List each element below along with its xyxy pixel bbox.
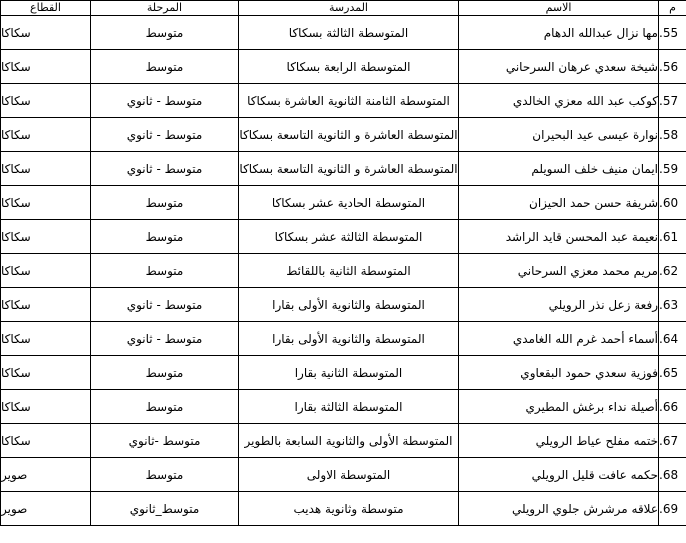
- sector-cell-text: صوير: [1, 467, 28, 482]
- school-cell-text: المتوسطة الثانية بقارا: [294, 365, 403, 380]
- stage-cell-text: متوسط: [145, 229, 184, 244]
- name-cell: [459, 220, 659, 254]
- name-cell: [459, 288, 659, 322]
- stage-cell-text: متوسط: [145, 59, 184, 74]
- table-row: [1, 84, 686, 118]
- name-cell-text: مها نزال عبدالله الدهام: [543, 25, 658, 40]
- table-row: [1, 424, 686, 458]
- school-cell: [239, 390, 459, 424]
- number-cell: [659, 118, 686, 152]
- stage-cell: [91, 424, 239, 458]
- name-cell-text: فوزية سعدي حمود البقعاوي: [520, 365, 658, 380]
- table-row: [1, 254, 686, 288]
- header-name: الاسم: [459, 1, 659, 16]
- school-cell: [239, 186, 459, 220]
- table-row: [1, 50, 686, 84]
- number-cell: [659, 356, 686, 390]
- number-cell-text: .62: [659, 263, 679, 278]
- name-cell: [459, 492, 659, 526]
- sector-cell: [1, 84, 91, 118]
- school-cell-text: المتوسطة والثانوية الأولى بقارا: [272, 297, 425, 312]
- stage-cell-text: متوسط - ثانوي: [126, 331, 203, 346]
- table-row: [1, 220, 686, 254]
- table-row: [1, 492, 686, 526]
- stage-cell-text: متوسط: [145, 365, 184, 380]
- sector-cell-text: سكاكا: [1, 297, 31, 312]
- number-cell: [659, 458, 686, 492]
- name-cell: [459, 356, 659, 390]
- name-cell: [459, 152, 659, 186]
- sector-cell-text: سكاكا: [1, 59, 31, 74]
- stage-cell: [91, 152, 239, 186]
- sector-cell: [1, 424, 91, 458]
- table-row: [1, 458, 686, 492]
- name-cell-text: شيخة سعدي عرهان السرحاني: [505, 59, 658, 74]
- number-cell: [659, 322, 686, 356]
- number-cell-text: .58: [659, 127, 679, 142]
- table-header: [1, 1, 686, 16]
- number-cell-text: .65: [659, 365, 679, 380]
- name-cell: [459, 118, 659, 152]
- number-cell: [659, 390, 686, 424]
- sector-cell-text: سكاكا: [1, 127, 31, 142]
- sector-cell-text: سكاكا: [1, 25, 31, 40]
- name-cell-text: علاقه مرشرش جلوي الرويلي: [511, 501, 658, 516]
- stage-cell: [91, 288, 239, 322]
- school-cell: [239, 118, 459, 152]
- stage-cell: [91, 390, 239, 424]
- school-cell-text: متوسطة وثانوية هديب: [293, 501, 404, 516]
- number-cell: [659, 50, 686, 84]
- table-row: [1, 118, 686, 152]
- name-cell-text: أصيلة نداء برغش المطيري: [525, 399, 658, 414]
- sector-cell: [1, 492, 91, 526]
- school-cell-text: المتوسطة العاشرة و الثانوية التاسعة بسكاكا: [239, 127, 458, 142]
- stage-cell: [91, 356, 239, 390]
- sector-cell-text: سكاكا: [1, 93, 31, 108]
- school-cell-text: المتوسطة الثامنة الثانوية العاشرة بسكاكا: [247, 93, 450, 108]
- name-cell: [459, 16, 659, 50]
- sector-cell: [1, 322, 91, 356]
- school-cell: [239, 492, 459, 526]
- school-cell-text: المتوسطة الثالثة بسكاكا: [288, 25, 409, 40]
- name-cell-text: نعيمة عبد المحسن قايد الراشد: [505, 229, 658, 244]
- name-cell: [459, 50, 659, 84]
- stage-cell: [91, 16, 239, 50]
- stage-cell-text: متوسط - ثانوي: [126, 93, 203, 108]
- sector-cell-text: سكاكا: [1, 161, 31, 176]
- header-stage: المرحلة: [91, 1, 239, 16]
- number-cell: [659, 84, 686, 118]
- number-cell: [659, 220, 686, 254]
- stage-cell: [91, 118, 239, 152]
- school-cell-text: المتوسطة الأولى والثانوية السابعة بالطوير: [244, 433, 453, 448]
- number-cell-text: .56: [659, 59, 679, 74]
- number-cell: [659, 16, 686, 50]
- number-cell: [659, 152, 686, 186]
- sector-cell: [1, 118, 91, 152]
- school-cell-text: المتوسطة الاولى: [306, 467, 391, 482]
- school-cell: [239, 220, 459, 254]
- number-cell-text: .67: [659, 433, 679, 448]
- sector-cell: [1, 390, 91, 424]
- sector-cell-text: سكاكا: [1, 399, 31, 414]
- name-cell: [459, 84, 659, 118]
- school-cell: [239, 322, 459, 356]
- number-cell-text: .63: [659, 297, 679, 312]
- sector-cell: [1, 50, 91, 84]
- school-cell: [239, 424, 459, 458]
- table-row: [1, 390, 686, 424]
- stage-cell-text: متوسط: [145, 467, 184, 482]
- name-cell-text: رفعة زعل نذر الرويلي: [548, 297, 658, 312]
- name-cell-text: مريم محمد معزي السرحاني: [517, 263, 658, 278]
- number-cell-text: .55: [659, 25, 679, 40]
- header-row: [1, 1, 686, 16]
- name-cell: [459, 322, 659, 356]
- sector-cell-text: سكاكا: [1, 195, 31, 210]
- name-cell: [459, 186, 659, 220]
- stage-cell-text: متوسط -ثانوي: [128, 433, 201, 448]
- table-row: [1, 186, 686, 220]
- header-sector: القطاع: [1, 1, 91, 16]
- table-body: [1, 16, 686, 526]
- sector-cell: [1, 220, 91, 254]
- stage-cell-text: متوسط - ثانوي: [126, 297, 203, 312]
- table-row: [1, 356, 686, 390]
- sector-cell: [1, 458, 91, 492]
- sector-cell: [1, 16, 91, 50]
- stage-cell: [91, 50, 239, 84]
- school-cell: [239, 288, 459, 322]
- stage-cell-text: متوسط: [145, 263, 184, 278]
- school-cell: [239, 356, 459, 390]
- name-cell-text: أسماء أحمد غرم الله الغامدي: [512, 331, 658, 346]
- header-number: م: [659, 1, 686, 16]
- stage-cell-text: متوسط: [145, 25, 184, 40]
- school-cell-text: المتوسطة الحادية عشر بسكاكا: [271, 195, 426, 210]
- sector-cell-text: سكاكا: [1, 263, 31, 278]
- stage-cell: [91, 492, 239, 526]
- name-cell-text: حكمه عافت قليل الرويلي: [531, 467, 658, 482]
- sector-cell-text: سكاكا: [1, 433, 31, 448]
- number-cell-text: .59: [659, 161, 679, 176]
- school-cell-text: المتوسطة الثالثة عشر بسكاكا: [274, 229, 423, 244]
- stage-cell: [91, 254, 239, 288]
- name-cell-text: كوكب عبد الله معزي الخالدي: [512, 93, 658, 108]
- school-cell: [239, 152, 459, 186]
- table-row: [1, 152, 686, 186]
- school-cell: [239, 84, 459, 118]
- table-row: [1, 16, 686, 50]
- sector-cell: [1, 152, 91, 186]
- table-row: [1, 322, 686, 356]
- number-cell-text: .66: [659, 399, 679, 414]
- number-cell: [659, 288, 686, 322]
- stage-cell: [91, 220, 239, 254]
- name-cell-text: نوارة عيسى عيد البحيران: [532, 127, 658, 142]
- stage-cell-text: متوسط - ثانوي: [126, 161, 203, 176]
- sector-cell-text: سكاكا: [1, 331, 31, 346]
- sector-cell: [1, 254, 91, 288]
- number-cell: [659, 492, 686, 526]
- school-cell-text: المتوسطة الثانية باللقائط: [286, 263, 411, 278]
- stage-cell-text: متوسط - ثانوي: [126, 127, 203, 142]
- number-cell: [659, 186, 686, 220]
- school-cell: [239, 254, 459, 288]
- name-cell: [459, 254, 659, 288]
- number-cell-text: .57: [659, 93, 679, 108]
- name-cell: [459, 424, 659, 458]
- stage-cell-text: متوسط: [145, 195, 184, 210]
- table-row: [1, 288, 686, 322]
- stage-cell: [91, 322, 239, 356]
- school-cell-text: المتوسطة العاشرة و الثانوية التاسعة بسكاكا: [239, 161, 458, 176]
- school-cell: [239, 458, 459, 492]
- number-cell: [659, 254, 686, 288]
- header-school: المدرسة: [239, 1, 459, 16]
- name-cell-text: ايمان منيف خلف السويلم: [531, 161, 658, 176]
- sector-cell-text: صوير: [1, 501, 28, 516]
- sector-cell: [1, 186, 91, 220]
- school-cell-text: المتوسطة الرابعة بسكاكا: [286, 59, 411, 74]
- school-cell: [239, 50, 459, 84]
- number-cell-text: .69: [659, 501, 679, 516]
- stage-cell: [91, 458, 239, 492]
- sector-cell-text: سكاكا: [1, 365, 31, 380]
- name-cell-text: ختمه مفلح عياط الرويلي: [535, 433, 658, 448]
- school-cell-text: المتوسطة والثانوية الأولى بقارا: [272, 331, 425, 346]
- sector-cell: [1, 356, 91, 390]
- stage-cell-text: متوسط: [145, 399, 184, 414]
- stage-cell-text: متوسط_ثانوي: [129, 501, 200, 516]
- sector-cell-text: سكاكا: [1, 229, 31, 244]
- name-cell-text: شريفة حسن حمد الحيزان: [529, 195, 658, 210]
- school-cell: [239, 16, 459, 50]
- number-cell-text: .68: [659, 467, 679, 482]
- number-cell: [659, 424, 686, 458]
- name-cell: [459, 458, 659, 492]
- sector-cell: [1, 288, 91, 322]
- number-cell-text: .64: [659, 331, 679, 346]
- name-cell: [459, 390, 659, 424]
- number-cell-text: .60: [659, 195, 679, 210]
- stage-cell: [91, 186, 239, 220]
- number-cell-text: .61: [659, 229, 679, 244]
- school-cell-text: المتوسطة الثالثة بقارا: [294, 399, 403, 414]
- stage-cell: [91, 84, 239, 118]
